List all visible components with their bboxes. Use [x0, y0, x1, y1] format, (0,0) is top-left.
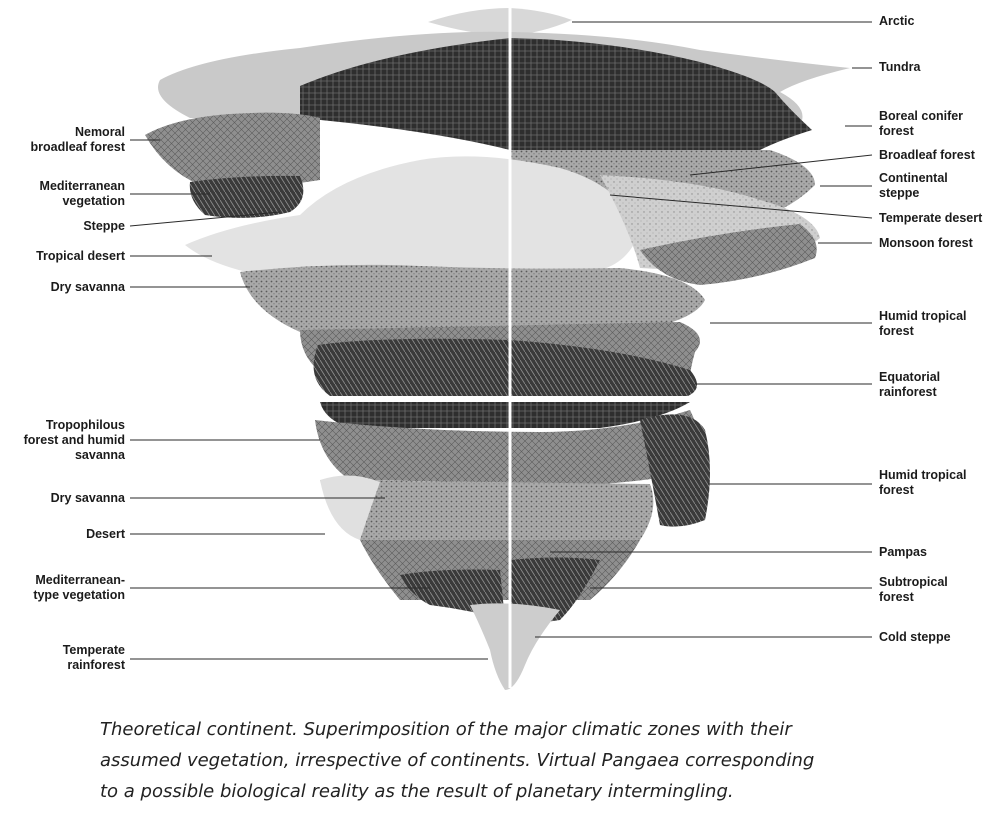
label-tropical-desert: Tropical desert [36, 249, 125, 263]
label-nemoral-broadleaf-forest: Nemoral broadleaf forest [30, 125, 125, 154]
label-temperate-rainforest: Temperate rainforest [62, 643, 125, 672]
caption-line: Theoretical continent. Superimposition of the major climatic zones with their [100, 719, 792, 740]
label-subtropical-forest: Subtropical forest [879, 575, 948, 604]
label-mediterranean-vegetation: Mediterranean vegetation [39, 179, 125, 208]
caption-line: assumed vegetation, irrespective of continents. Virtual Pangaea corresponding [100, 750, 815, 771]
label-desert: Desert [86, 527, 125, 541]
mediterranean-zone [190, 176, 304, 218]
dry-savanna-north-zone [240, 265, 705, 332]
label-boreal-conifer-forest: Boreal conifer forest [879, 109, 964, 138]
label-humid-tropical-forest-south: Humid tropical forest [879, 468, 967, 497]
label-tundra: Tundra [879, 60, 921, 74]
label-cold-steppe: Cold steppe [879, 630, 951, 644]
label-dry-savanna-north: Dry savanna [50, 280, 125, 294]
arctic-zone [428, 8, 572, 36]
label-pampas: Pampas [879, 545, 927, 559]
label-temperate-desert: Temperate desert [879, 211, 983, 225]
label-dry-savanna-south: Dry savanna [50, 491, 125, 505]
label-tropophilous-forest: Tropophilous forest and humid savanna [23, 418, 125, 462]
label-humid-tropical-forest-north: Humid tropical forest [879, 309, 967, 338]
figure-caption [100, 714, 860, 807]
label-steppe: Steppe [83, 219, 125, 233]
label-broadleaf-forest: Broadleaf forest [879, 148, 975, 162]
label-equatorial-rainforest: Equatorial rainforest [879, 370, 941, 399]
label-monsoon-forest: Monsoon forest [879, 236, 973, 250]
label-arctic: Arctic [879, 14, 915, 28]
label-mediterranean-type-vegetation: Mediterranean- type vegetation [33, 573, 125, 602]
southern-tip-zone [470, 603, 560, 690]
nemoral-forest-zone [145, 113, 320, 187]
label-continental-steppe: Continental steppe [879, 171, 948, 200]
caption-line: to a possible biological reality as the result of planetary intermingling. [100, 781, 734, 802]
